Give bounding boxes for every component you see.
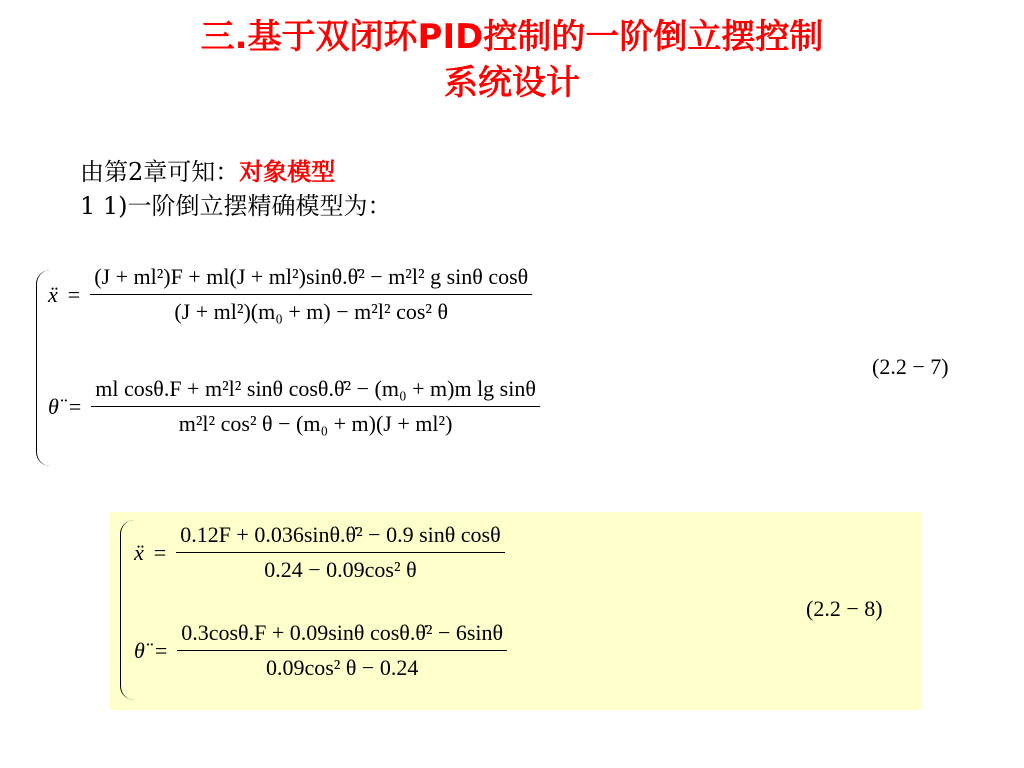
numerator: (J + ml²)F + ml(J + ml²)sinθ.θ̇² − m²l² g sinθ cosθ	[90, 264, 532, 295]
slide-title-line1: 三.基于双闭环PID控制的一阶倒立摆控制	[200, 17, 824, 57]
equation-number-2-2-7: (2.2 − 7)	[872, 354, 949, 379]
fraction	[177, 620, 507, 681]
intro-prefix: 由第2章可知：	[80, 158, 240, 186]
equation-row-xddot-numeric: ẍ = $\frac{\text{0.12F + 0.036sinθ.θ̇² − 0.9 sinθ cosθ}}{\text{0.24 − 0.09cos² θ}}$	[134, 522, 505, 583]
subheading: 1 1)一阶倒立摆精确模型为：	[80, 192, 392, 220]
lhs-thetaddot: θ̈	[48, 393, 59, 419]
lhs-thetaddot: θ̈	[134, 637, 145, 663]
lhs-xddot: ẍ	[48, 281, 58, 307]
denominator: m²l² cos² θ − (m₀ + m)(J + ml²)	[178, 411, 453, 436]
equation-row-xddot-exact: ẍ = $\frac{\text{(J + ml²)F + ml(J + ml²)sinθ.θ̇² − m²l² g sinθ cosθ}}{\text{(J + ml²)(m₀ + m) − m²l² cos² θ}}$	[48, 264, 532, 325]
numerator: 0.3cosθ.F + 0.09sinθ cosθ.θ̇² − 6sinθ	[177, 620, 507, 651]
denominator: (J + ml²)(m₀ + m) − m²l² cos² θ	[174, 299, 449, 324]
fraction	[176, 522, 504, 583]
intro-line	[80, 156, 335, 188]
fraction	[91, 376, 540, 437]
numerator: 0.12F + 0.036sinθ.θ̇² − 0.9 sinθ cosθ	[176, 522, 504, 553]
equation-row-thetaddot-exact: θ̈ = $\frac{\text{ml cosθ.F + m²l² sinθ cosθ.θ̇² − (m₀ + m)m lg sinθ}}{\text{m²l² cos² θ − (m₀ + m)(J + ml²)}}$	[48, 376, 540, 437]
numerator: ml cosθ.F + m²l² sinθ cosθ.θ̇² − (m₀ + m)m lg sinθ	[91, 376, 540, 407]
denominator: 0.24 − 0.09cos² θ	[264, 557, 417, 582]
fraction	[90, 264, 532, 325]
lhs-xddot: ẍ	[134, 539, 144, 565]
equation-number-2-2-8: (2.2 − 8)	[806, 596, 883, 621]
denominator: 0.09cos² θ − 0.24	[265, 655, 419, 680]
intro-highlight: 对象模型	[239, 158, 336, 186]
left-brace	[120, 520, 135, 700]
slide-title	[0, 14, 1024, 106]
equation-row-thetaddot-numeric: θ̈ = $\frac{\text{0.3cosθ.F + 0.09sinθ cosθ.θ̇² − 6sinθ}}{\text{0.09cos² θ − 0.24}}$	[134, 620, 507, 681]
slide-title-line2: 系统设计	[444, 63, 580, 103]
